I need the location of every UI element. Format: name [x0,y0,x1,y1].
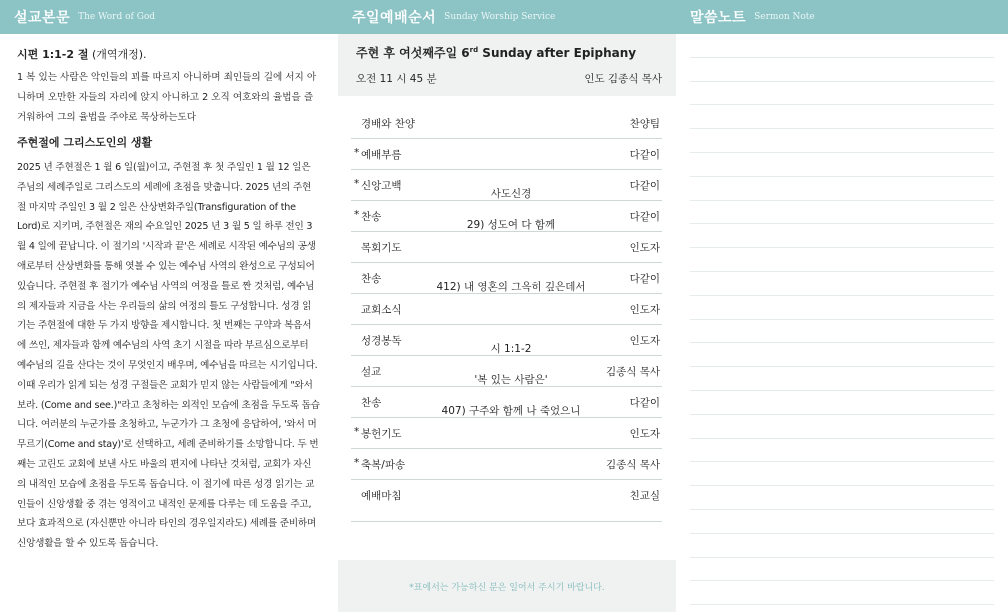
order-row [351,108,662,139]
order-item-name: 봉헌기도 [361,428,402,440]
order-item-leader: 인도자 [629,304,660,316]
service-meta-row [356,71,662,86]
service-title-en: Sunday after Epiphany [482,46,637,60]
order-row [351,418,662,449]
worship-header-title: 주일예배순서 [352,10,437,26]
order-item-name: 찬송 [361,273,382,285]
order-item-leader: 김종식 목사 [605,459,660,471]
note-header-subtitle: Sermon Note [754,12,815,22]
order-row [351,480,662,522]
order-star-mark: * [354,209,360,221]
order-item-detail-wrap [490,178,561,200]
note-rule-line [690,415,994,439]
order-item-leader: 찬양팀 [629,118,660,130]
scripture-version: (개역개정). [91,48,147,61]
order-item-leader: 다같이 [629,273,660,285]
note-rule-line [690,296,994,320]
order-star-mark: * [354,426,360,438]
service-time: 오전 11 시 45 분 [356,73,437,85]
worship-order-column [338,0,676,612]
service-title-num: 6 [461,46,470,60]
order-star-mark: * [354,178,360,190]
note-rule-line [690,82,994,106]
note-rule-line [690,177,994,201]
order-item-name: 교회소식 [361,304,402,316]
note-rule-line [690,129,994,153]
order-item-leader: 다같이 [629,211,660,223]
note-rule-line [690,272,994,296]
order-item-name: 설교 [361,366,382,378]
order-item-leader: 친교실 [629,490,660,502]
scripture-reference [17,46,320,62]
note-rule-line [690,105,994,129]
note-rule-line [690,510,994,534]
section-title: 주현절에 그리스도인의 생활 [17,136,153,149]
service-title-sup: rd [469,46,479,54]
worship-header-subtitle: Sunday Worship Service [444,12,556,22]
order-item-leader: 인도자 [629,335,660,347]
order-item-name: 찬송 [361,211,382,223]
note-rule-line [690,34,994,58]
order-row [351,201,662,232]
body-paragraph: 2025 년 주현절은 1 월 6 일(월)이고, 주현절 후 첫 주일인 1 월 12 일은 주님의 세례주일로 그리스도의 세례에 초점을 맞춥니다. 2025 년의 주현절 마지막 주일인 3 월 2 일은 산상변화주일(Transfiguration of the Lord)로 지키며, 주현절은 재의 수요일인 2025 년 3 월 5 일 하루 전인 3 월 4 일에 끝납니다. 이 절기의 '시작과 끝'은 세례로 시작된 예수님의 공생애로부터 산상변화를 통해 엿볼 수 있는 예수님 사역의 완성으로 구성되어 있습니다. 주현절 후 절기가 예수님 사역의 여정을 틀로 짠 것처럼, 예수님의 제자들과 지금을 사는 우리들의 삶의 여정의 틀도 구성합니다. 성경 읽기는 주현절에 대한 두 가지 방향을 제시합니다. 첫 번째는 구약과 복음서에 쓰인, 제자들과 함께 예수님의 사역 초기 시절을 따라 부르심으로부터 예수님의 길을 산다는 것이 무엇인지 배우며, 예수님을 따르는 시기입니다. 이때 우리가 읽게 되는 성경 구절들은 교회가 믿지 않는 사람들에게 "와서 보라. (Come and see.)"라고 초청하는 외적인 모습에 초점을 두도록 돕습니다. 여러분의 누군가를 초청하고, 누군가가 그 초청에 응답하여, '와서 머무르기(Come and stay)'로 선택하고, 세례 준비하기를 소망합니다. 두 번째는 고린도 교회에 보낸 사도 바울의 편지에 나타난 것처럼, 교회가 자신의 내적인 모습에 초점을 두도록 돕습니다. 이 절기에 따른 성경 읽기는 교인들이 신앙생활 중 겪는 영적이고 내적인 문제를 다루는 데 도움을 주고, 보다 효과적으로 (자신뿐만 아니라 타인의 경우일지라도) 세례를 준비하며 신앙생활을 할 수 있도록 돕습니다. [17,162,320,550]
note-rule-line [690,462,994,486]
order-item-name: 예배마침 [361,490,402,502]
order-item-detail: 시 1:1-2 [490,343,532,355]
order-item-detail-wrap [441,395,581,417]
note-lines [690,34,994,605]
order-item-name: 목회기도 [361,242,402,254]
service-title [356,44,662,61]
sermon-note-column [676,0,1008,612]
order-item-name: 신앙고백 [361,180,402,192]
footer-note-box [338,560,676,612]
order-item-detail-wrap [511,116,561,128]
order-row [351,325,662,356]
worship-header [338,0,676,34]
order-item-detail-wrap [474,364,561,386]
note-header [676,0,1008,34]
order-row [351,139,662,170]
note-rule-line [690,534,994,558]
note-rule-line [690,201,994,225]
order-item-detail: 412) 내 영혼의 그윽히 깊은데서 [436,281,586,293]
note-rule-line [690,224,994,248]
verse-text: 1 복 있는 사람은 악인들의 꾀를 따르지 아니하며 죄인들의 길에 서지 아니하며 오만한 자들의 자리에 앉지 아니하고 2 오직 여호와의 율법을 즐거워하여 그의 율법을 주야로 묵상하는도다 [17,72,317,123]
footer-note: *표에서는 가능하신 분은 일어서 주시기 바랍니다. [409,582,605,593]
order-item-detail-wrap [490,333,561,355]
order-item-detail-wrap [511,426,561,438]
service-leader: 인도 김종식 목사 [584,73,662,85]
order-row [351,263,662,294]
order-star-mark: * [354,457,360,469]
order-list [351,108,662,522]
scripture-ref-label: 시편 1:1-2 절 [17,48,89,61]
note-rule-line [690,581,994,605]
order-item-name: 찬송 [361,397,382,409]
order-item-detail: 407) 구주와 함께 나 죽었으니 [441,405,581,417]
service-info-box [338,34,676,96]
note-rule-line [690,439,994,463]
scripture-column [0,0,338,612]
order-row [351,356,662,387]
note-rule-line [690,248,994,272]
order-item-detail-wrap [511,457,561,469]
scripture-header-subtitle: The Word of God [78,12,156,22]
note-header-title: 말씀노트 [690,10,747,26]
order-item-name: 축복/파송 [361,459,406,471]
order-item-leader: 인도자 [629,428,660,440]
order-item-leader: 다같이 [629,149,660,161]
note-rule-line [690,343,994,367]
note-rule-line [690,58,994,82]
order-item-detail: 사도신경 [490,188,532,200]
order-item-name: 경배와 찬양 [361,118,416,130]
order-item-name: 성경봉독 [361,335,402,347]
note-rule-line [690,320,994,344]
order-item-leader: 다같이 [629,397,660,409]
order-item-detail-wrap [511,240,561,252]
order-row [351,449,662,480]
order-item-detail-wrap [436,271,586,293]
scripture-body [0,34,338,554]
order-item-leader: 인도자 [629,242,660,254]
order-item-detail: 29) 성도여 다 함께 [466,219,556,231]
order-star-mark: * [354,147,360,159]
note-rule-line [690,153,994,177]
note-rule-line [690,486,994,510]
service-title-ko: 주현 후 여섯째주일 [356,46,458,60]
order-item-name: 예배부름 [361,149,402,161]
order-item-detail-wrap [466,209,561,231]
note-rule-line [690,558,994,582]
order-item-detail-wrap [511,488,561,500]
order-item-detail-wrap [511,147,561,159]
scripture-header [0,0,338,34]
note-rule-line [690,391,994,415]
scripture-header-title: 설교본문 [14,10,71,26]
order-item-leader: 김종식 목사 [605,366,660,378]
order-row [351,232,662,263]
order-row [351,294,662,325]
order-item-detail: '복 있는 사람은' [474,374,548,386]
order-row [351,387,662,418]
order-item-leader: 다같이 [629,180,660,192]
order-item-detail-wrap [511,302,561,314]
order-row [351,170,662,201]
note-rule-line [690,367,994,391]
